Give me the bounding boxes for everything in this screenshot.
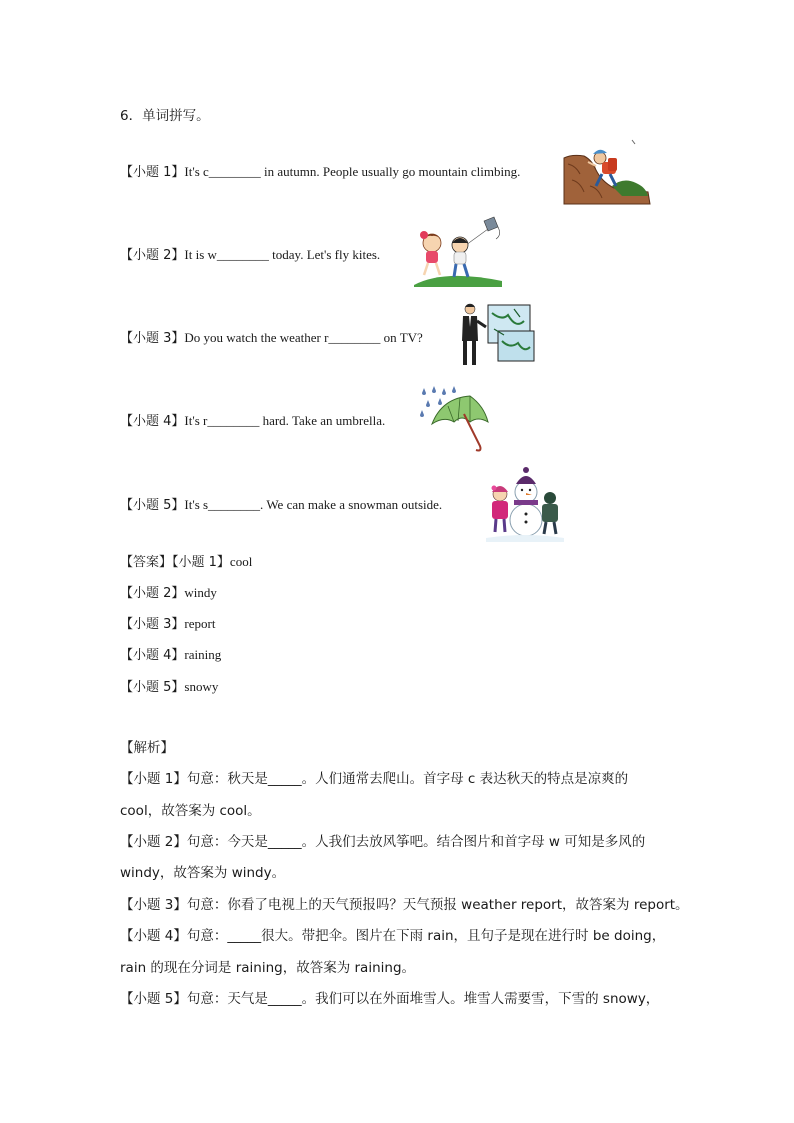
question-text: It's s________. We can make a snowman outside. [184,497,443,512]
snowman-kids-icon [486,462,564,542]
analysis-1-line2: cool，故答案为 cool。 [120,803,261,819]
analysis-5-line1 [120,987,659,1007]
question-label: 【小题 1】 [120,165,185,180]
question-3 [120,327,423,346]
analysis-label: 【小题 2】 [120,834,187,850]
answer-text: windy [184,585,217,600]
analysis-label: 【小题 4】 [120,928,187,944]
analysis-label: 【小题 3】 [120,897,187,913]
question-4 [120,410,385,429]
answer-label: 【小题 1】 [172,555,230,570]
question-text: It's c________ in autumn. People usually go mountain climbing. [184,164,521,179]
analysis-label: 【小题 1】 [120,771,187,787]
rain-umbrella-icon [418,384,492,456]
question-2 [120,244,380,263]
question-label: 【小题 5】 [120,498,185,513]
analysis-2-line2: windy，故答案为 windy。 [120,865,286,881]
analysis-text: 句意：今天是_____。人我们去放风筝吧。结合图片和首字母 w 可知是多风的 [186,834,646,850]
analysis-heading: 【解析】 [120,740,174,756]
weather-reporter-icon [458,301,536,369]
analysis-text: 句意：天气是_____。我们可以在外面堆雪人。堆雪人需要雪，下雪的 snowy， [186,991,660,1007]
section-heading: 6．单词拼写。 [120,108,210,124]
answer-label: 【小题 4】 [120,648,185,663]
analysis-label: 【小题 5】 [120,991,187,1007]
kite-flying-kids-icon [414,215,506,287]
answer-text: report [184,616,216,631]
answer-label: 【小题 5】 [120,680,185,695]
question-text: Do you watch the weather r________ on TV? [184,330,423,345]
question-text: It's r________ hard. Take an umbrella. [184,413,386,428]
answer-4 [120,644,221,663]
analysis-3-line1 [120,893,689,913]
analysis-4-line1 [120,924,665,944]
analysis-2-line1 [120,830,645,850]
question-5 [120,494,442,513]
answer-text: cool [229,554,253,569]
answer-2 [120,582,217,601]
answer-text: snowy [184,679,219,694]
question-label: 【小题 4】 [120,414,185,429]
analysis-text: 句意：秋天是_____。人们通常去爬山。首字母 c 表达秋天的特点是凉爽的 [186,771,629,787]
answer-1 [120,551,252,570]
answer-text: raining [184,647,222,662]
analysis-4-line2: rain 的现在分词是 raining，故答案为 raining。 [120,960,416,976]
answer-3 [120,613,215,632]
mountain-climber-icon [562,136,652,206]
analysis-text: 句意：你看了电视上的天气预报吗？天气预报 weather report，故答案为 report。 [186,897,689,913]
answer-label: 【小题 3】 [120,617,185,632]
analysis-1-line1 [120,767,628,787]
analysis-text: 句意：_____很大。带把伞。图片在下雨 rain，且句子是现在进行时 be doing， [186,928,666,944]
answer-5 [120,676,218,695]
question-1 [120,161,520,180]
answer-label: 【小题 2】 [120,586,185,601]
question-text: It is w________ today. Let's fly kites. [184,247,381,262]
answer-section-label: 【答案】 [120,555,173,570]
question-label: 【小题 3】 [120,331,185,346]
question-label: 【小题 2】 [120,248,185,263]
